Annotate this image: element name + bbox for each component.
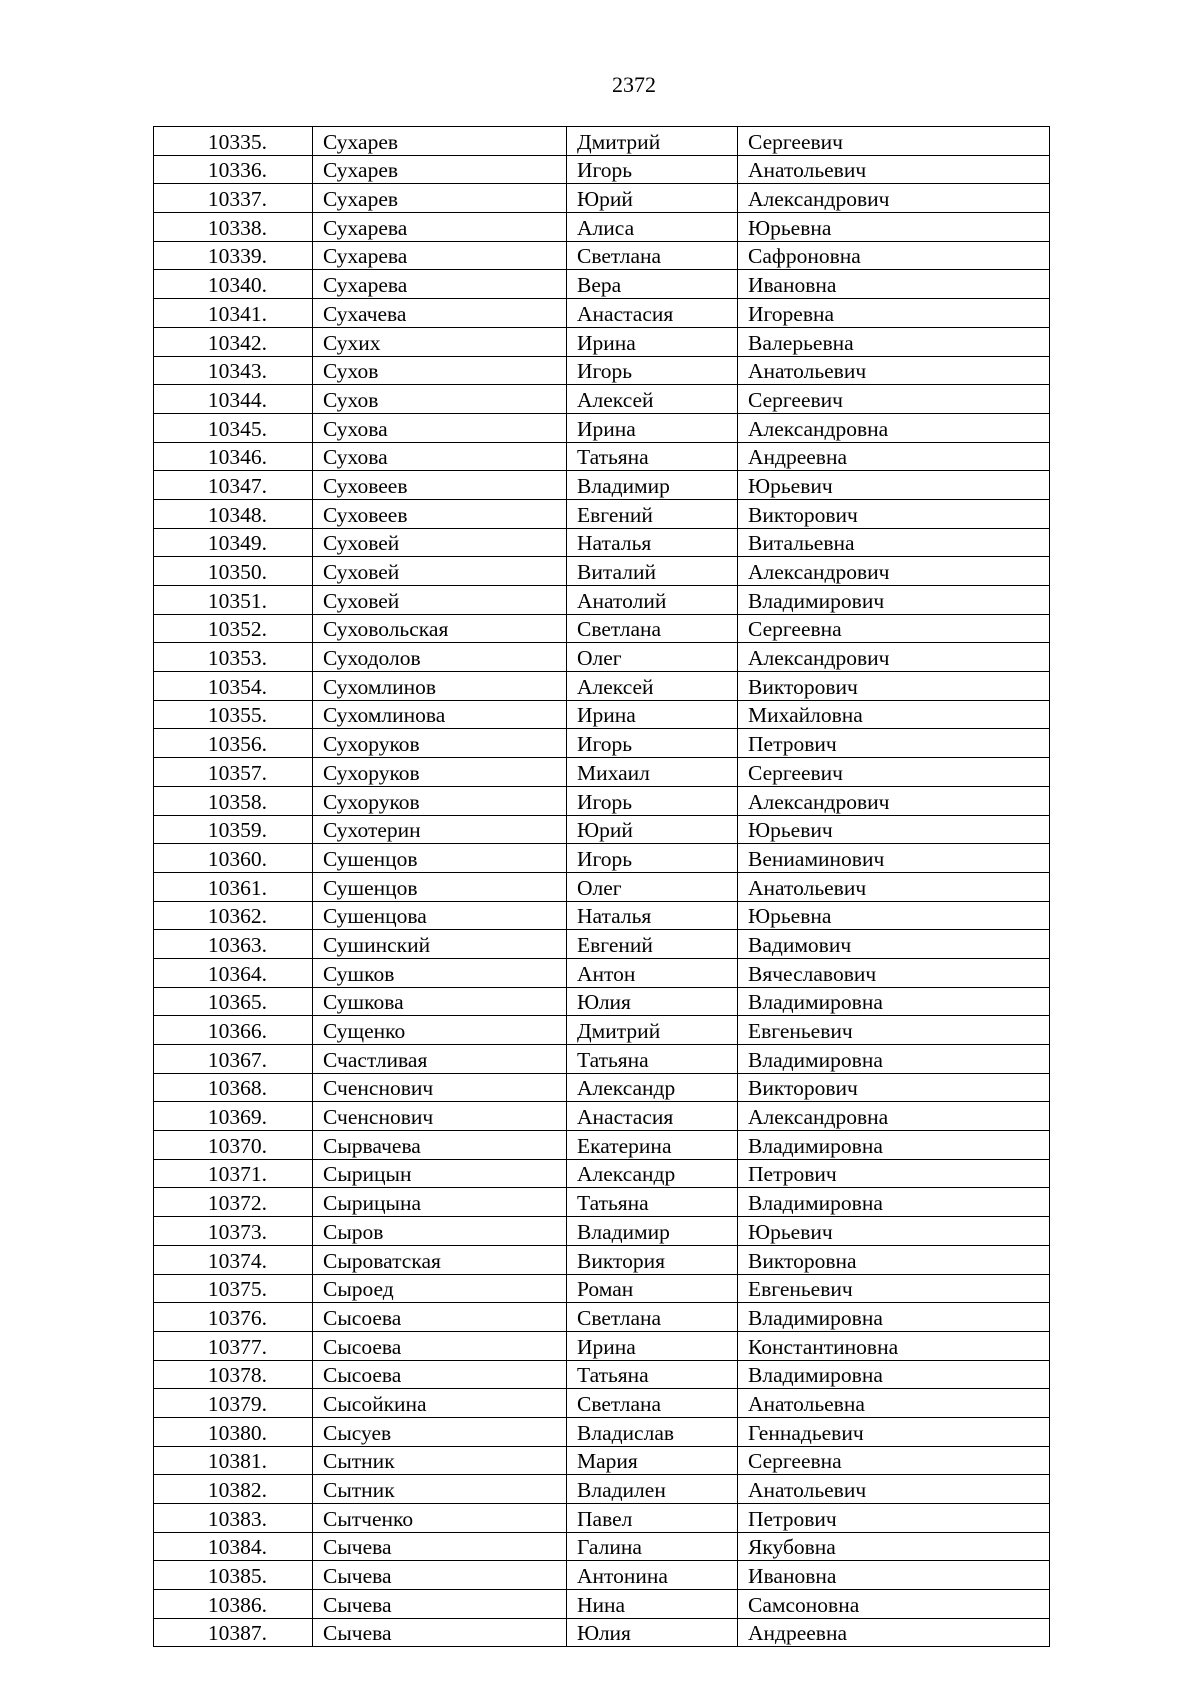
row-number-cell: 10335. [154, 127, 313, 156]
first-name-cell: Игорь [567, 729, 738, 758]
table-row [154, 1159, 1050, 1188]
surname-cell: Сущенко [313, 1016, 567, 1045]
row-number-cell: 10358. [154, 786, 313, 815]
first-name-cell: Мария [567, 1446, 738, 1475]
row-number-cell: 10359. [154, 815, 313, 844]
patronymic-cell: Викторович [738, 1073, 1050, 1102]
row-number-cell: 10357. [154, 758, 313, 787]
row-number-cell: 10387. [154, 1618, 313, 1647]
row-number-cell: 10375. [154, 1274, 313, 1303]
surname-cell: Сычева [313, 1618, 567, 1647]
table-row [154, 1360, 1050, 1389]
table-row [154, 614, 1050, 643]
patronymic-cell: Юрьевич [738, 471, 1050, 500]
patronymic-cell: Якубовна [738, 1532, 1050, 1561]
surname-cell: Сысуев [313, 1417, 567, 1446]
first-name-cell: Светлана [567, 614, 738, 643]
table-row [154, 299, 1050, 328]
table-row [154, 815, 1050, 844]
table-row [154, 127, 1050, 156]
table-row [154, 930, 1050, 959]
patronymic-cell: Вячеславович [738, 958, 1050, 987]
surname-cell: Сченснович [313, 1102, 567, 1131]
patronymic-cell: Владимировна [738, 1131, 1050, 1160]
table-row [154, 270, 1050, 299]
table-row [154, 987, 1050, 1016]
first-name-cell: Владимир [567, 1217, 738, 1246]
table-row [154, 643, 1050, 672]
table-row [154, 844, 1050, 873]
row-number-cell: 10350. [154, 557, 313, 586]
first-name-cell: Ирина [567, 700, 738, 729]
surname-cell: Сытник [313, 1446, 567, 1475]
first-name-cell: Юрий [567, 184, 738, 213]
table-row [154, 786, 1050, 815]
patronymic-cell: Сергеевич [738, 127, 1050, 156]
surname-cell: Сухарев [313, 127, 567, 156]
row-number-cell: 10369. [154, 1102, 313, 1131]
surname-cell: Сухих [313, 327, 567, 356]
surname-cell: Сушкова [313, 987, 567, 1016]
patronymic-cell: Ивановна [738, 1561, 1050, 1590]
first-name-cell: Татьяна [567, 1360, 738, 1389]
first-name-cell: Вера [567, 270, 738, 299]
first-name-cell: Игорь [567, 786, 738, 815]
surname-cell: Сыроед [313, 1274, 567, 1303]
surname-cell: Сухоруков [313, 729, 567, 758]
first-name-cell: Игорь [567, 356, 738, 385]
patronymic-cell: Владимировна [738, 1303, 1050, 1332]
first-name-cell: Алексей [567, 385, 738, 414]
surname-cell: Сченснович [313, 1073, 567, 1102]
row-number-cell: 10338. [154, 213, 313, 242]
patronymic-cell: Александрович [738, 643, 1050, 672]
patronymic-cell: Евгеньевич [738, 1274, 1050, 1303]
table-row [154, 872, 1050, 901]
surname-cell: Сыроватская [313, 1245, 567, 1274]
surname-cell: Сухова [313, 413, 567, 442]
patronymic-cell: Сергеевич [738, 385, 1050, 414]
surname-cell: Сухов [313, 385, 567, 414]
patronymic-cell: Вадимович [738, 930, 1050, 959]
row-number-cell: 10336. [154, 155, 313, 184]
table-row [154, 758, 1050, 787]
table-row [154, 672, 1050, 701]
patronymic-cell: Ивановна [738, 270, 1050, 299]
table-row [154, 1331, 1050, 1360]
table-row [154, 700, 1050, 729]
row-number-cell: 10354. [154, 672, 313, 701]
row-number-cell: 10342. [154, 327, 313, 356]
first-name-cell: Владислав [567, 1417, 738, 1446]
row-number-cell: 10373. [154, 1217, 313, 1246]
row-number-cell: 10344. [154, 385, 313, 414]
patronymic-cell: Анатольевич [738, 356, 1050, 385]
patronymic-cell: Самсоновна [738, 1590, 1050, 1619]
surname-cell: Сухомлинова [313, 700, 567, 729]
patronymic-cell: Игоревна [738, 299, 1050, 328]
row-number-cell: 10378. [154, 1360, 313, 1389]
table-row [154, 729, 1050, 758]
first-name-cell: Светлана [567, 1303, 738, 1332]
patronymic-cell: Анатольевна [738, 1389, 1050, 1418]
row-number-cell: 10345. [154, 413, 313, 442]
surname-cell: Суховеев [313, 499, 567, 528]
first-name-cell: Игорь [567, 155, 738, 184]
patronymic-cell: Андреевна [738, 442, 1050, 471]
table-row [154, 155, 1050, 184]
row-number-cell: 10339. [154, 241, 313, 270]
row-number-cell: 10353. [154, 643, 313, 672]
table-row [154, 327, 1050, 356]
first-name-cell: Дмитрий [567, 127, 738, 156]
table-row [154, 1102, 1050, 1131]
patronymic-cell: Викторович [738, 499, 1050, 528]
patronymic-cell: Сергеевна [738, 1446, 1050, 1475]
table-row [154, 442, 1050, 471]
row-number-cell: 10347. [154, 471, 313, 500]
first-name-cell: Наталья [567, 901, 738, 930]
table-row [154, 213, 1050, 242]
first-name-cell: Татьяна [567, 442, 738, 471]
row-number-cell: 10356. [154, 729, 313, 758]
patronymic-cell: Александровна [738, 413, 1050, 442]
table-row [154, 241, 1050, 270]
first-name-cell: Анастасия [567, 299, 738, 328]
patronymic-cell: Владимировна [738, 987, 1050, 1016]
row-number-cell: 10337. [154, 184, 313, 213]
patronymic-cell: Геннадьевич [738, 1417, 1050, 1446]
row-number-cell: 10376. [154, 1303, 313, 1332]
row-number-cell: 10372. [154, 1188, 313, 1217]
table-row [154, 586, 1050, 615]
surname-cell: Сухарев [313, 184, 567, 213]
surname-cell: Сырицын [313, 1159, 567, 1188]
row-number-cell: 10343. [154, 356, 313, 385]
first-name-cell: Антонина [567, 1561, 738, 1590]
table-row [154, 1016, 1050, 1045]
surname-cell: Сухоруков [313, 786, 567, 815]
surname-cell: Сушенцов [313, 872, 567, 901]
table-row [154, 557, 1050, 586]
surname-cell: Сушков [313, 958, 567, 987]
surname-cell: Сухарева [313, 213, 567, 242]
surname-cell: Сухарева [313, 270, 567, 299]
patronymic-cell: Викторович [738, 672, 1050, 701]
first-name-cell: Олег [567, 643, 738, 672]
row-number-cell: 10363. [154, 930, 313, 959]
patronymic-cell: Владимировна [738, 1360, 1050, 1389]
table-row [154, 1475, 1050, 1504]
first-name-cell: Юрий [567, 815, 738, 844]
first-name-cell: Алексей [567, 672, 738, 701]
page-number: 2372 [612, 72, 656, 97]
row-number-cell: 10386. [154, 1590, 313, 1619]
first-name-cell: Галина [567, 1532, 738, 1561]
patronymic-cell: Андреевна [738, 1618, 1050, 1647]
first-name-cell: Ирина [567, 327, 738, 356]
table-row [154, 471, 1050, 500]
first-name-cell: Татьяна [567, 1045, 738, 1074]
registry-body [154, 127, 1050, 1647]
table-row [154, 528, 1050, 557]
table-row [154, 1188, 1050, 1217]
row-number-cell: 10360. [154, 844, 313, 873]
first-name-cell: Игорь [567, 844, 738, 873]
patronymic-cell: Витальевна [738, 528, 1050, 557]
row-number-cell: 10381. [154, 1446, 313, 1475]
row-number-cell: 10367. [154, 1045, 313, 1074]
row-number-cell: 10364. [154, 958, 313, 987]
first-name-cell: Михаил [567, 758, 738, 787]
row-number-cell: 10382. [154, 1475, 313, 1504]
table-row [154, 1532, 1050, 1561]
row-number-cell: 10370. [154, 1131, 313, 1160]
first-name-cell: Дмитрий [567, 1016, 738, 1045]
first-name-cell: Юлия [567, 987, 738, 1016]
row-number-cell: 10351. [154, 586, 313, 615]
surname-cell: Сухачева [313, 299, 567, 328]
patronymic-cell: Петрович [738, 1159, 1050, 1188]
row-number-cell: 10374. [154, 1245, 313, 1274]
first-name-cell: Анатолий [567, 586, 738, 615]
row-number-cell: 10377. [154, 1331, 313, 1360]
surname-cell: Суходолов [313, 643, 567, 672]
surname-cell: Сухов [313, 356, 567, 385]
patronymic-cell: Юрьевна [738, 901, 1050, 930]
surname-cell: Суховей [313, 586, 567, 615]
row-number-cell: 10368. [154, 1073, 313, 1102]
first-name-cell: Роман [567, 1274, 738, 1303]
patronymic-cell: Сергеевна [738, 614, 1050, 643]
surname-cell: Суховольская [313, 614, 567, 643]
table-row [154, 1446, 1050, 1475]
table-row [154, 1217, 1050, 1246]
first-name-cell: Александр [567, 1159, 738, 1188]
patronymic-cell: Юрьевна [738, 213, 1050, 242]
surname-cell: Сухоруков [313, 758, 567, 787]
row-number-cell: 10371. [154, 1159, 313, 1188]
table-row [154, 1131, 1050, 1160]
first-name-cell: Юлия [567, 1618, 738, 1647]
surname-cell: Суховеев [313, 471, 567, 500]
first-name-cell: Владимир [567, 471, 738, 500]
patronymic-cell: Сергеевич [738, 758, 1050, 787]
patronymic-cell: Вениаминович [738, 844, 1050, 873]
surname-cell: Сухарева [313, 241, 567, 270]
table-row [154, 901, 1050, 930]
first-name-cell: Анастасия [567, 1102, 738, 1131]
surname-cell: Сысойкина [313, 1389, 567, 1418]
first-name-cell: Екатерина [567, 1131, 738, 1160]
surname-cell: Сычева [313, 1590, 567, 1619]
table-row [154, 1561, 1050, 1590]
first-name-cell: Виктория [567, 1245, 738, 1274]
first-name-cell: Олег [567, 872, 738, 901]
table-row [154, 184, 1050, 213]
row-number-cell: 10348. [154, 499, 313, 528]
row-number-cell: 10361. [154, 872, 313, 901]
patronymic-cell: Анатольевич [738, 872, 1050, 901]
patronymic-cell: Петрович [738, 1504, 1050, 1533]
surname-cell: Сытченко [313, 1504, 567, 1533]
surname-cell: Сырвачева [313, 1131, 567, 1160]
table-row [154, 1245, 1050, 1274]
first-name-cell: Владилен [567, 1475, 738, 1504]
first-name-cell: Ирина [567, 1331, 738, 1360]
patronymic-cell: Владимировна [738, 1045, 1050, 1074]
table-row [154, 1618, 1050, 1647]
surname-cell: Сытник [313, 1475, 567, 1504]
surname-cell: Сырицына [313, 1188, 567, 1217]
table-row [154, 385, 1050, 414]
surname-cell: Сысоева [313, 1360, 567, 1389]
first-name-cell: Нина [567, 1590, 738, 1619]
table-row [154, 499, 1050, 528]
row-number-cell: 10380. [154, 1417, 313, 1446]
first-name-cell: Светлана [567, 241, 738, 270]
first-name-cell: Наталья [567, 528, 738, 557]
first-name-cell: Светлана [567, 1389, 738, 1418]
first-name-cell: Виталий [567, 557, 738, 586]
first-name-cell: Татьяна [567, 1188, 738, 1217]
surname-cell: Сыров [313, 1217, 567, 1246]
patronymic-cell: Константиновна [738, 1331, 1050, 1360]
first-name-cell: Алиса [567, 213, 738, 242]
row-number-cell: 10346. [154, 442, 313, 471]
table-row [154, 356, 1050, 385]
surname-cell: Суховей [313, 557, 567, 586]
patronymic-cell: Владимирович [738, 586, 1050, 615]
row-number-cell: 10384. [154, 1532, 313, 1561]
surname-cell: Сушенцов [313, 844, 567, 873]
table-row [154, 1303, 1050, 1332]
patronymic-cell: Викторовна [738, 1245, 1050, 1274]
row-number-cell: 10383. [154, 1504, 313, 1533]
registry-table [153, 126, 1050, 1647]
surname-cell: Счастливая [313, 1045, 567, 1074]
surname-cell: Сухова [313, 442, 567, 471]
row-number-cell: 10355. [154, 700, 313, 729]
surname-cell: Сухотерин [313, 815, 567, 844]
patronymic-cell: Михайловна [738, 700, 1050, 729]
patronymic-cell: Сафроновна [738, 241, 1050, 270]
row-number-cell: 10366. [154, 1016, 313, 1045]
surname-cell: Сысоева [313, 1303, 567, 1332]
table-row [154, 1417, 1050, 1446]
patronymic-cell: Александрович [738, 786, 1050, 815]
row-number-cell: 10385. [154, 1561, 313, 1590]
patronymic-cell: Александрович [738, 184, 1050, 213]
surname-cell: Сысоева [313, 1331, 567, 1360]
patronymic-cell: Александрович [738, 557, 1050, 586]
patronymic-cell: Петрович [738, 729, 1050, 758]
table-row [154, 1274, 1050, 1303]
first-name-cell: Павел [567, 1504, 738, 1533]
patronymic-cell: Владимировна [738, 1188, 1050, 1217]
table-row [154, 413, 1050, 442]
table-row [154, 1045, 1050, 1074]
table-row [154, 1590, 1050, 1619]
patronymic-cell: Юрьевич [738, 815, 1050, 844]
patronymic-cell: Валерьевна [738, 327, 1050, 356]
first-name-cell: Ирина [567, 413, 738, 442]
row-number-cell: 10362. [154, 901, 313, 930]
row-number-cell: 10349. [154, 528, 313, 557]
row-number-cell: 10379. [154, 1389, 313, 1418]
table-row [154, 1389, 1050, 1418]
surname-cell: Суховей [313, 528, 567, 557]
surname-cell: Сычева [313, 1561, 567, 1590]
first-name-cell: Антон [567, 958, 738, 987]
patronymic-cell: Анатольевич [738, 155, 1050, 184]
patronymic-cell: Александровна [738, 1102, 1050, 1131]
surname-cell: Сычева [313, 1532, 567, 1561]
patronymic-cell: Евгеньевич [738, 1016, 1050, 1045]
surname-cell: Сухарев [313, 155, 567, 184]
surname-cell: Сушинский [313, 930, 567, 959]
patronymic-cell: Анатольевич [738, 1475, 1050, 1504]
table-row [154, 1504, 1050, 1533]
first-name-cell: Александр [567, 1073, 738, 1102]
surname-cell: Сушенцова [313, 901, 567, 930]
table-row [154, 1073, 1050, 1102]
first-name-cell: Евгений [567, 930, 738, 959]
row-number-cell: 10365. [154, 987, 313, 1016]
first-name-cell: Евгений [567, 499, 738, 528]
table-row [154, 958, 1050, 987]
row-number-cell: 10340. [154, 270, 313, 299]
row-number-cell: 10341. [154, 299, 313, 328]
surname-cell: Сухомлинов [313, 672, 567, 701]
row-number-cell: 10352. [154, 614, 313, 643]
patronymic-cell: Юрьевич [738, 1217, 1050, 1246]
